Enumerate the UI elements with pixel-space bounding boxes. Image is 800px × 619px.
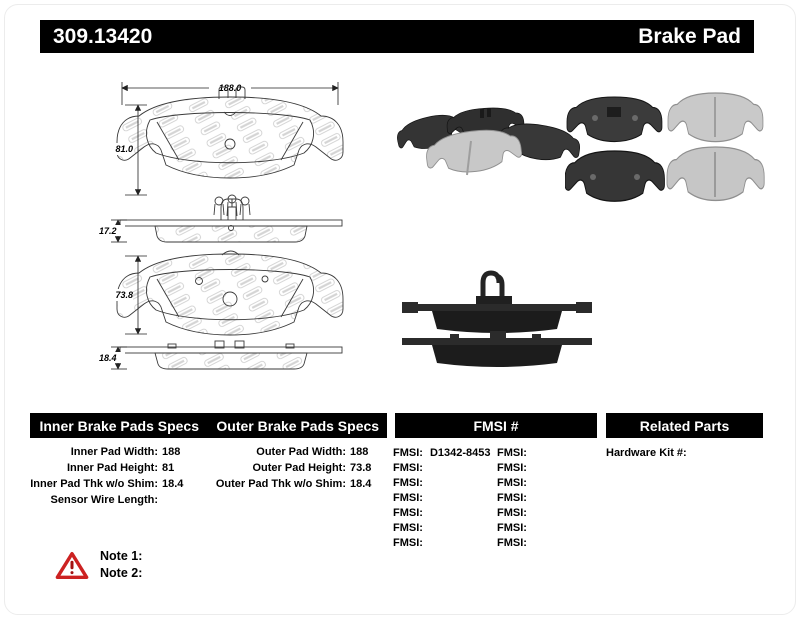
note-1-label: Note 1: xyxy=(100,549,143,563)
table-row: Inner Pad Height: 81 xyxy=(66,462,175,474)
note-2-label: Note 2: xyxy=(100,566,143,580)
table-row: Inner Pad Thk w/o Shim: 18.4 xyxy=(30,478,184,490)
table-row: FMSI: FMSI: xyxy=(393,522,527,534)
outer-specs-header: Outer Brake Pads Specs xyxy=(216,417,380,434)
clip-detail xyxy=(480,109,484,118)
specs-header-bar xyxy=(30,413,387,438)
table-row: Outer Pad Height: 73.8 xyxy=(252,462,372,474)
notes-section xyxy=(55,548,142,582)
inner-specs-header: Inner Brake Pads Specs xyxy=(39,417,200,434)
outer-pad-side-view xyxy=(120,341,342,369)
pad-edge-backplate xyxy=(402,338,592,345)
dim-label-inner-width: 188.0 xyxy=(218,83,242,93)
related-parts-header: Related Parts xyxy=(639,417,730,434)
related-parts-table xyxy=(606,446,691,461)
table-row: Hardware Kit #: xyxy=(606,447,687,459)
dim-label-outer-height: 73.8 xyxy=(115,290,133,300)
table-row: FMSI: FMSI: xyxy=(393,537,527,549)
table-row: FMSI: D1342-8453 FMSI: xyxy=(393,447,527,459)
pad-edge-backplate xyxy=(402,304,592,311)
fmsi-header: FMSI # xyxy=(473,417,519,434)
product-photo-front-back xyxy=(565,85,765,210)
product-photo-angled xyxy=(390,95,590,190)
table-row: FMSI: FMSI: xyxy=(393,492,527,504)
inner-specs-table xyxy=(28,444,183,508)
table-row: Outer Pad Thk w/o Shim: 18.4 xyxy=(215,478,372,490)
clip-detail xyxy=(487,108,491,117)
inner-pad-side-view xyxy=(120,199,342,242)
inner-pad-front-view xyxy=(117,87,343,178)
table-row: Outer Pad Width: 188 xyxy=(256,446,369,458)
fmsi-table xyxy=(393,446,601,551)
product-photo-edge xyxy=(390,252,605,367)
outer-specs-table xyxy=(212,444,371,492)
table-row: Inner Pad Width: 188 xyxy=(70,446,181,458)
table-row: Sensor Wire Length: xyxy=(50,494,158,506)
outer-pad-front-view xyxy=(117,251,343,335)
dim-label-inner-height: 81.0 xyxy=(115,144,133,154)
part-number: 309.13420 xyxy=(53,24,153,48)
pad-edge-friction xyxy=(432,311,562,333)
title-bar xyxy=(40,20,754,53)
technical-drawing xyxy=(95,78,365,388)
dim-label-inner-thickness: 17.2 xyxy=(99,226,117,236)
spring-clip xyxy=(607,107,621,117)
fmsi-header-bar xyxy=(395,413,597,438)
table-row: FMSI: FMSI: xyxy=(393,477,527,489)
page-title: Brake Pad xyxy=(638,24,741,48)
table-row: FMSI: FMSI: xyxy=(393,462,527,474)
pad-edge-friction xyxy=(432,345,562,367)
dim-label-outer-thickness: 18.4 xyxy=(99,353,117,363)
table-row: FMSI: FMSI: xyxy=(393,507,527,519)
dimension-outer-thickness xyxy=(97,347,127,369)
related-parts-header-bar xyxy=(606,413,763,438)
dimension-inner-thickness xyxy=(97,220,127,242)
warning-triangle-icon xyxy=(55,550,89,581)
